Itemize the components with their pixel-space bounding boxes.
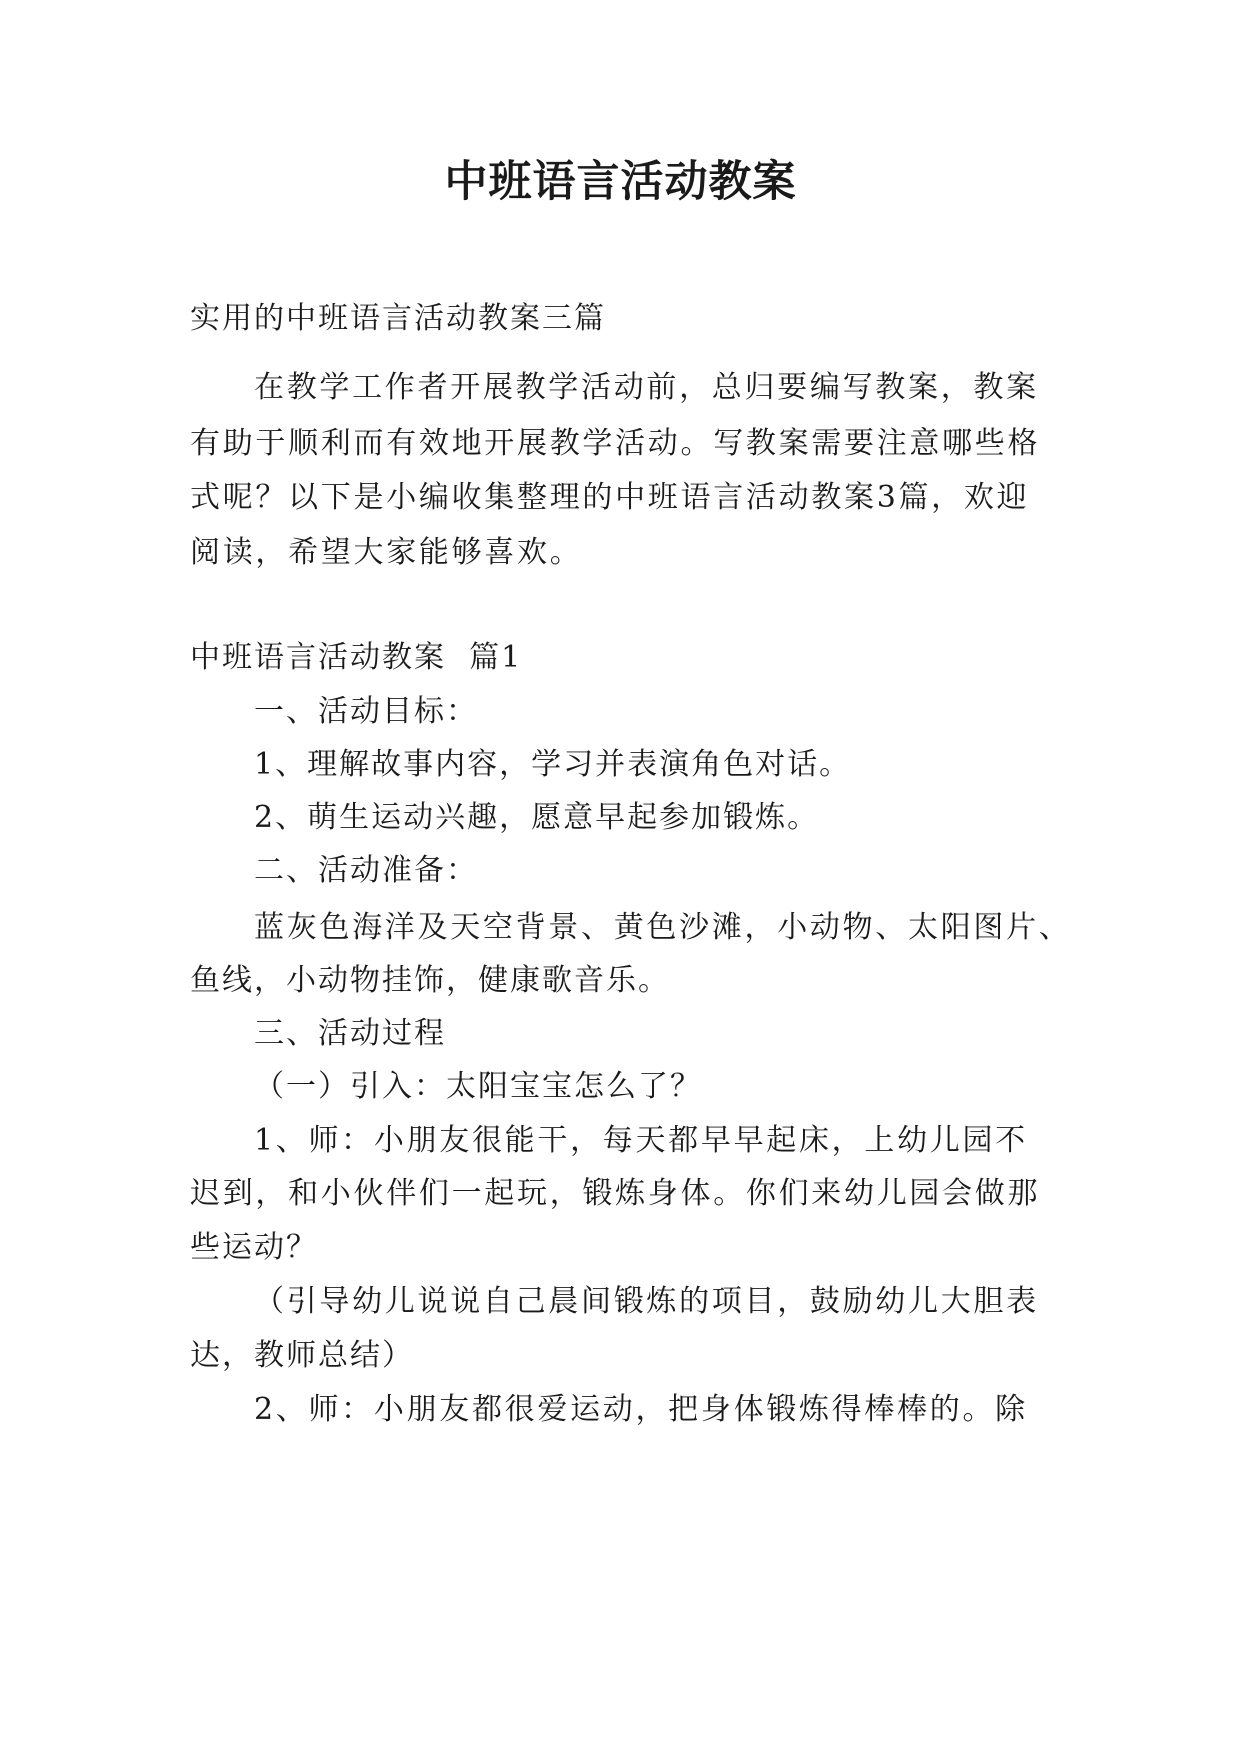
- body-line-6: 鱼线，小动物挂饰，健康歌音乐。: [190, 963, 670, 998]
- body-line-1: 一、活动目标：: [254, 694, 478, 729]
- intro-line-1: 在教学工作者开展教学活动前，总归要编写教案，教案: [254, 370, 1039, 405]
- body-line-10: 迟到，和小伙伴们一起玩，锻炼身体。你们来幼儿园会做那: [190, 1176, 1041, 1211]
- body-line-5: 蓝灰色海洋及天空背景、黄色沙滩，小动物、太阳图片、: [254, 910, 1072, 945]
- document-subtitle: 实用的中班语言活动教案三篇: [190, 301, 606, 336]
- intro-line-3: 式呢？以下是小编收集整理的中班语言活动教案3篇，欢迎: [190, 480, 1030, 515]
- body-line-9: 1、师：小朋友很能干，每天都早早起床，上幼儿园不: [254, 1123, 1028, 1158]
- body-line-7: 三、活动过程: [254, 1016, 446, 1051]
- intro-line-2: 有助于顺利而有效地开展教学活动。写教案需要注意哪些格: [190, 426, 1041, 461]
- body-line-14: 2、师：小朋友都很爱运动，把身体锻炼得棒棒的。除: [254, 1392, 1028, 1427]
- body-line-12: （引导幼儿说说自己晨间锻炼的项目，鼓励幼儿大胆表: [254, 1284, 1039, 1319]
- intro-line-4: 阅读，希望大家能够喜欢。: [190, 535, 583, 570]
- section-heading: 中班语言活动教案 篇1: [190, 640, 523, 675]
- body-line-2: 1、理解故事内容，学习并表演角色对话。: [254, 747, 852, 782]
- document-title: 中班语言活动教案: [444, 157, 797, 207]
- body-line-4: 二、活动准备：: [254, 853, 478, 888]
- body-line-3: 2、萌生运动兴趣，愿意早起参加锻炼。: [254, 800, 820, 835]
- body-line-8: （一）引入：太阳宝宝怎么了？: [254, 1069, 702, 1104]
- body-line-13: 达，教师总结）: [190, 1338, 414, 1373]
- body-line-11: 些运动？: [190, 1230, 318, 1265]
